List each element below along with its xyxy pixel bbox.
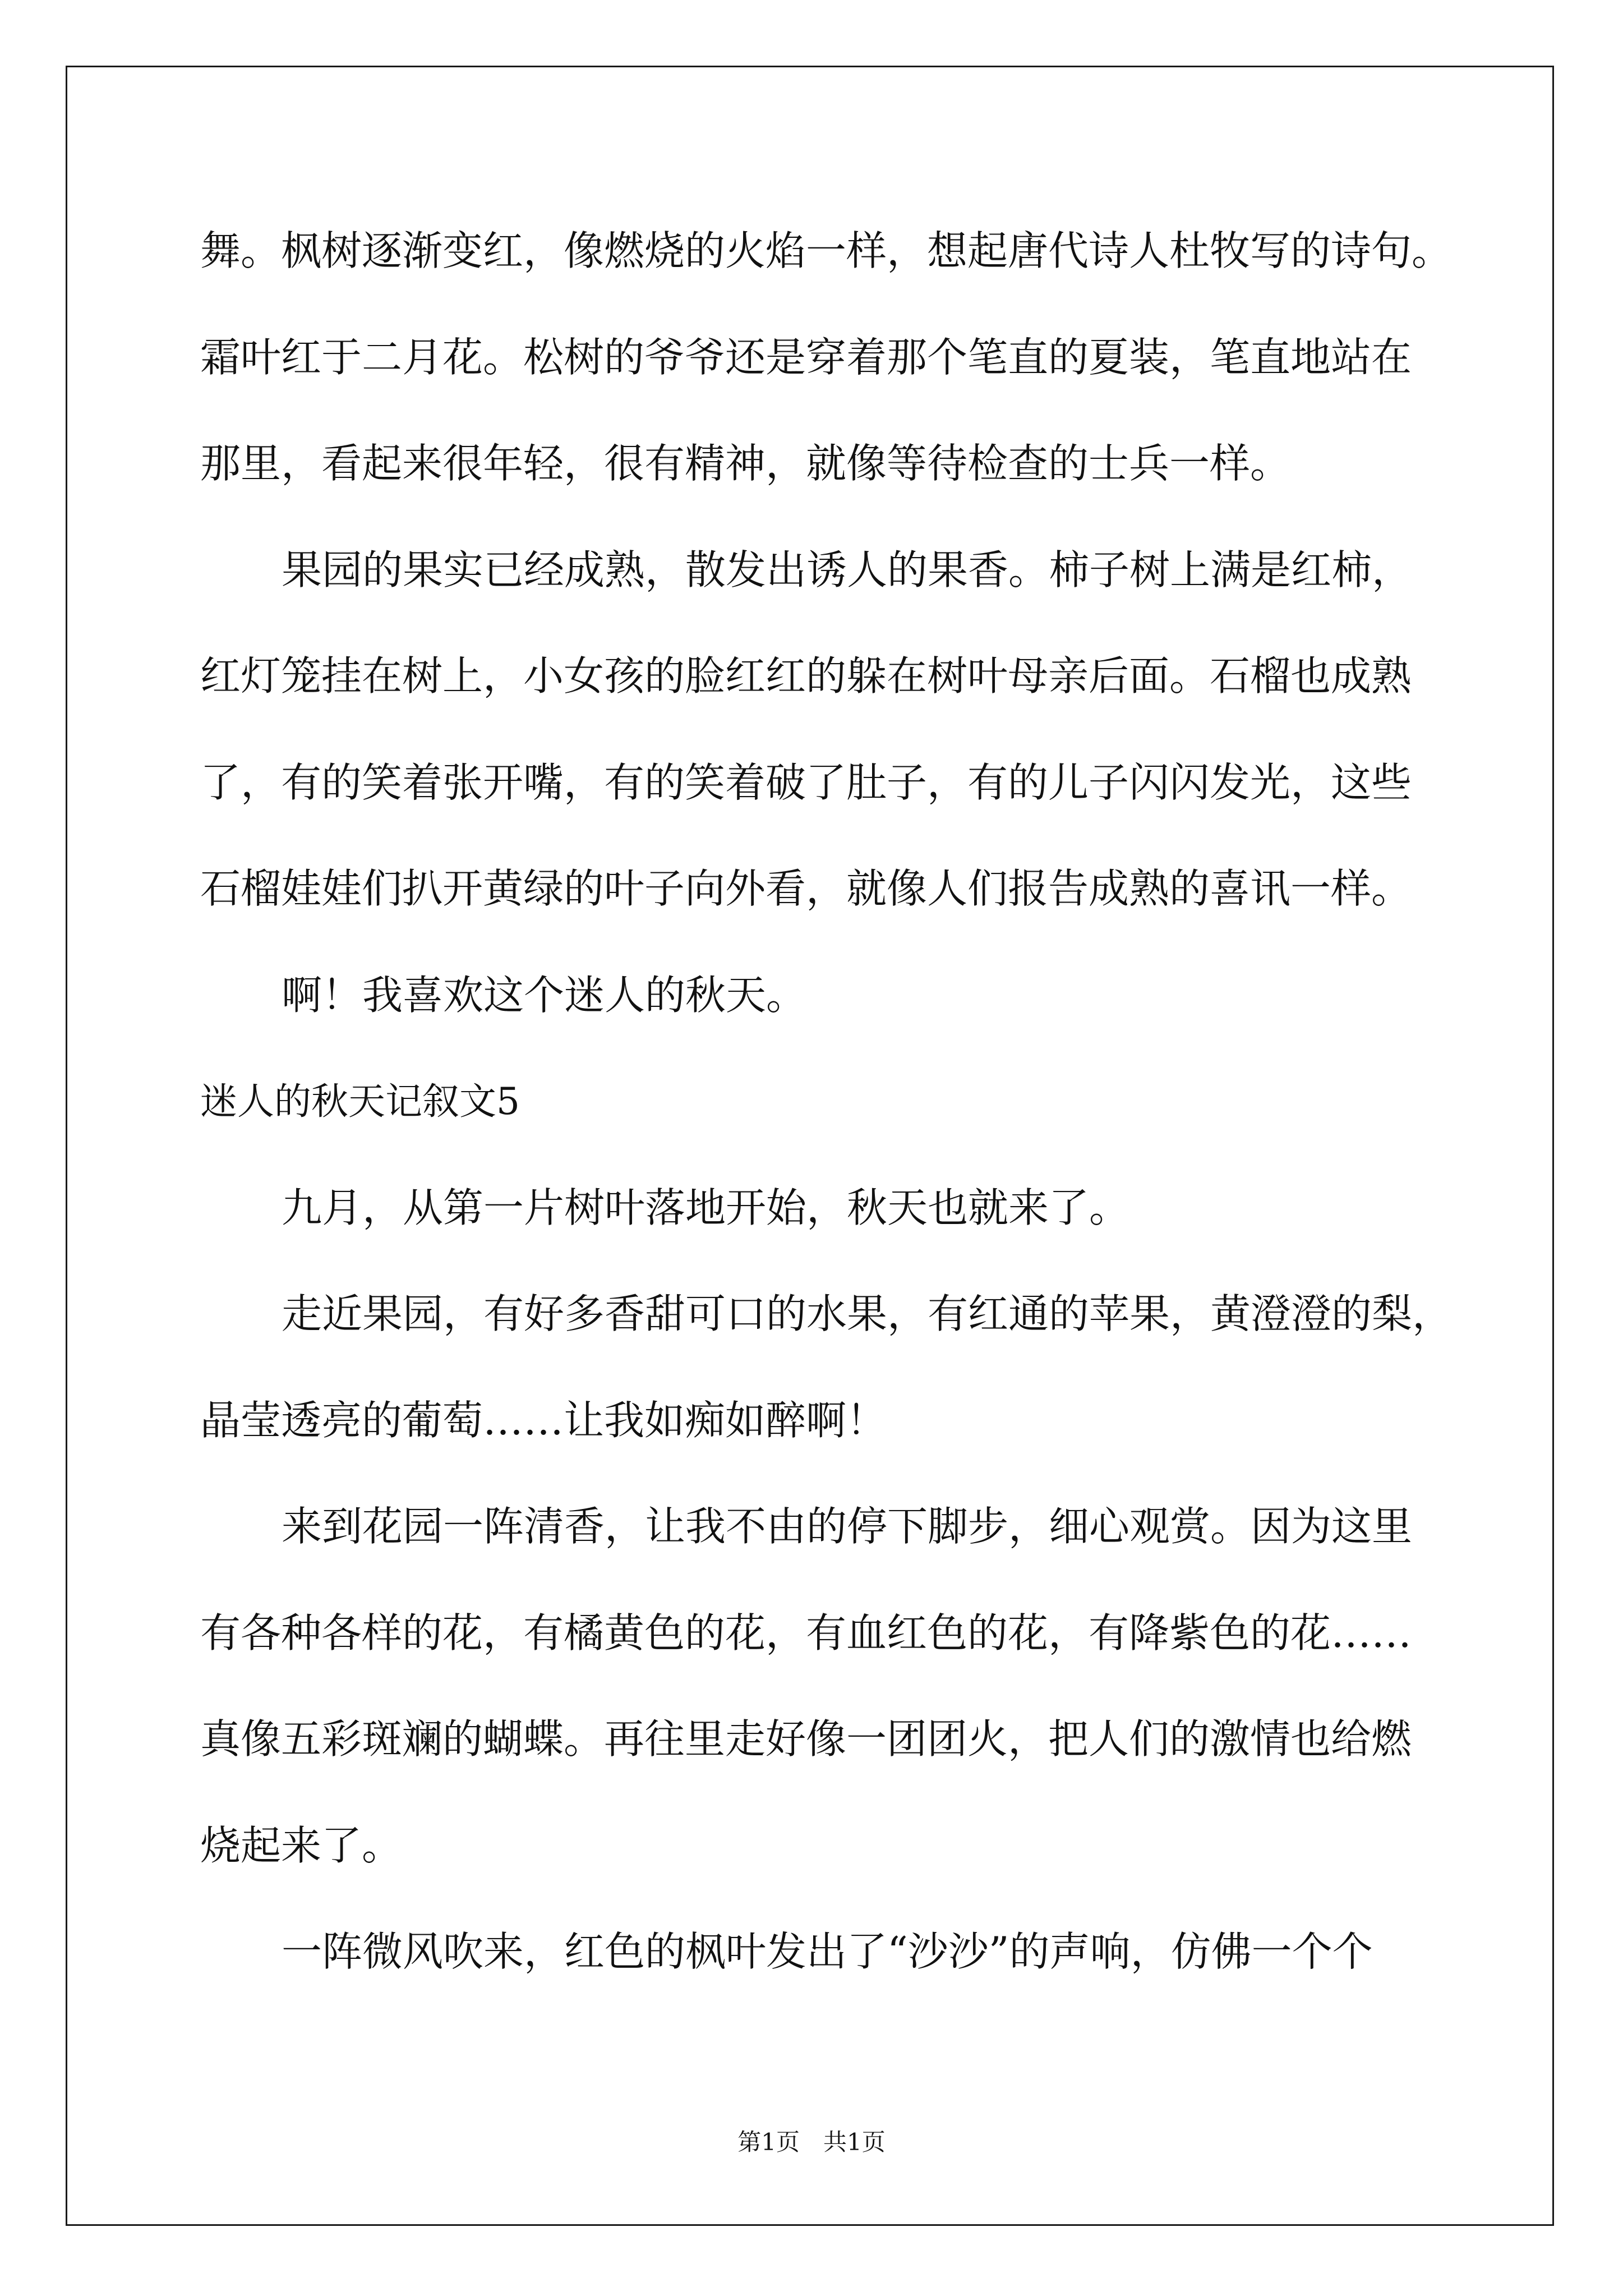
text-line: 了，有的笑着张开嘴，有的笑着破了肚子，有的儿子闪闪发光，这些	[200, 758, 1412, 806]
paragraph	[200, 942, 1535, 1049]
text-line: 果园的果实已经成熟，散发出诱人的果香。柿子树上满是红柿，	[282, 546, 1413, 593]
paragraph	[200, 1899, 1535, 2005]
text-line: 九月，从第一片树叶落地开始，秋天也就来了。	[282, 1184, 1130, 1231]
text-line: 啊！我喜欢这个迷人的秋天。	[282, 971, 807, 1019]
text-line: 石榴娃娃们扒开黄绿的叶子向外看，就像人们报告成熟的喜讯一样。	[200, 865, 1412, 912]
paragraph	[200, 1155, 1535, 1262]
text-line: 那里，看起来很年轻，很有精神，就像等待检查的士兵一样。	[200, 440, 1291, 487]
text-line: 有各种各样的花，有橘黄色的花，有血红色的花，有降紫色的花……	[200, 1609, 1412, 1657]
text-line: 烧起来了。	[200, 1821, 403, 1869]
text-line: 舞。枫树逐渐变红，像燃烧的火焰一样，想起唐代诗人杜牧写的诗句。	[200, 227, 1453, 274]
text-line: 真像五彩斑斓的蝴蝶。再往里走好像一团团火，把人们的激情也给燃	[200, 1715, 1412, 1763]
page-footer: 第1页 共1页	[737, 2128, 886, 2156]
document-body	[200, 198, 1535, 2005]
text-line: 走近果园，有好多香甜可口的水果，有红通的苹果，黄澄澄的梨，	[282, 1290, 1453, 1337]
paragraph	[200, 198, 1535, 517]
text-line: 红灯笼挂在树上，小女孩的脸红红的躲在树叶母亲后面。石榴也成熟	[200, 652, 1412, 700]
section-title: 迷人的秋天记叙文5	[200, 1080, 520, 1123]
text-line: 晶莹透亮的葡萄……让我如痴如醉啊！	[200, 1396, 887, 1444]
text-line: 一阵微风吹来，红色的枫叶发出了“沙沙”的声响，仿佛一个个	[282, 1928, 1373, 1975]
paragraph	[200, 1474, 1535, 1899]
text-line: 霜叶红于二月花。松树的爷爷还是穿着那个笔直的夏装，笔直地站在	[200, 333, 1412, 381]
paragraph	[200, 517, 1535, 942]
text-line: 来到花园一阵清香，让我不由的停下脚步，细心观赏。因为这里	[282, 1503, 1413, 1550]
paragraph	[200, 1261, 1535, 1474]
